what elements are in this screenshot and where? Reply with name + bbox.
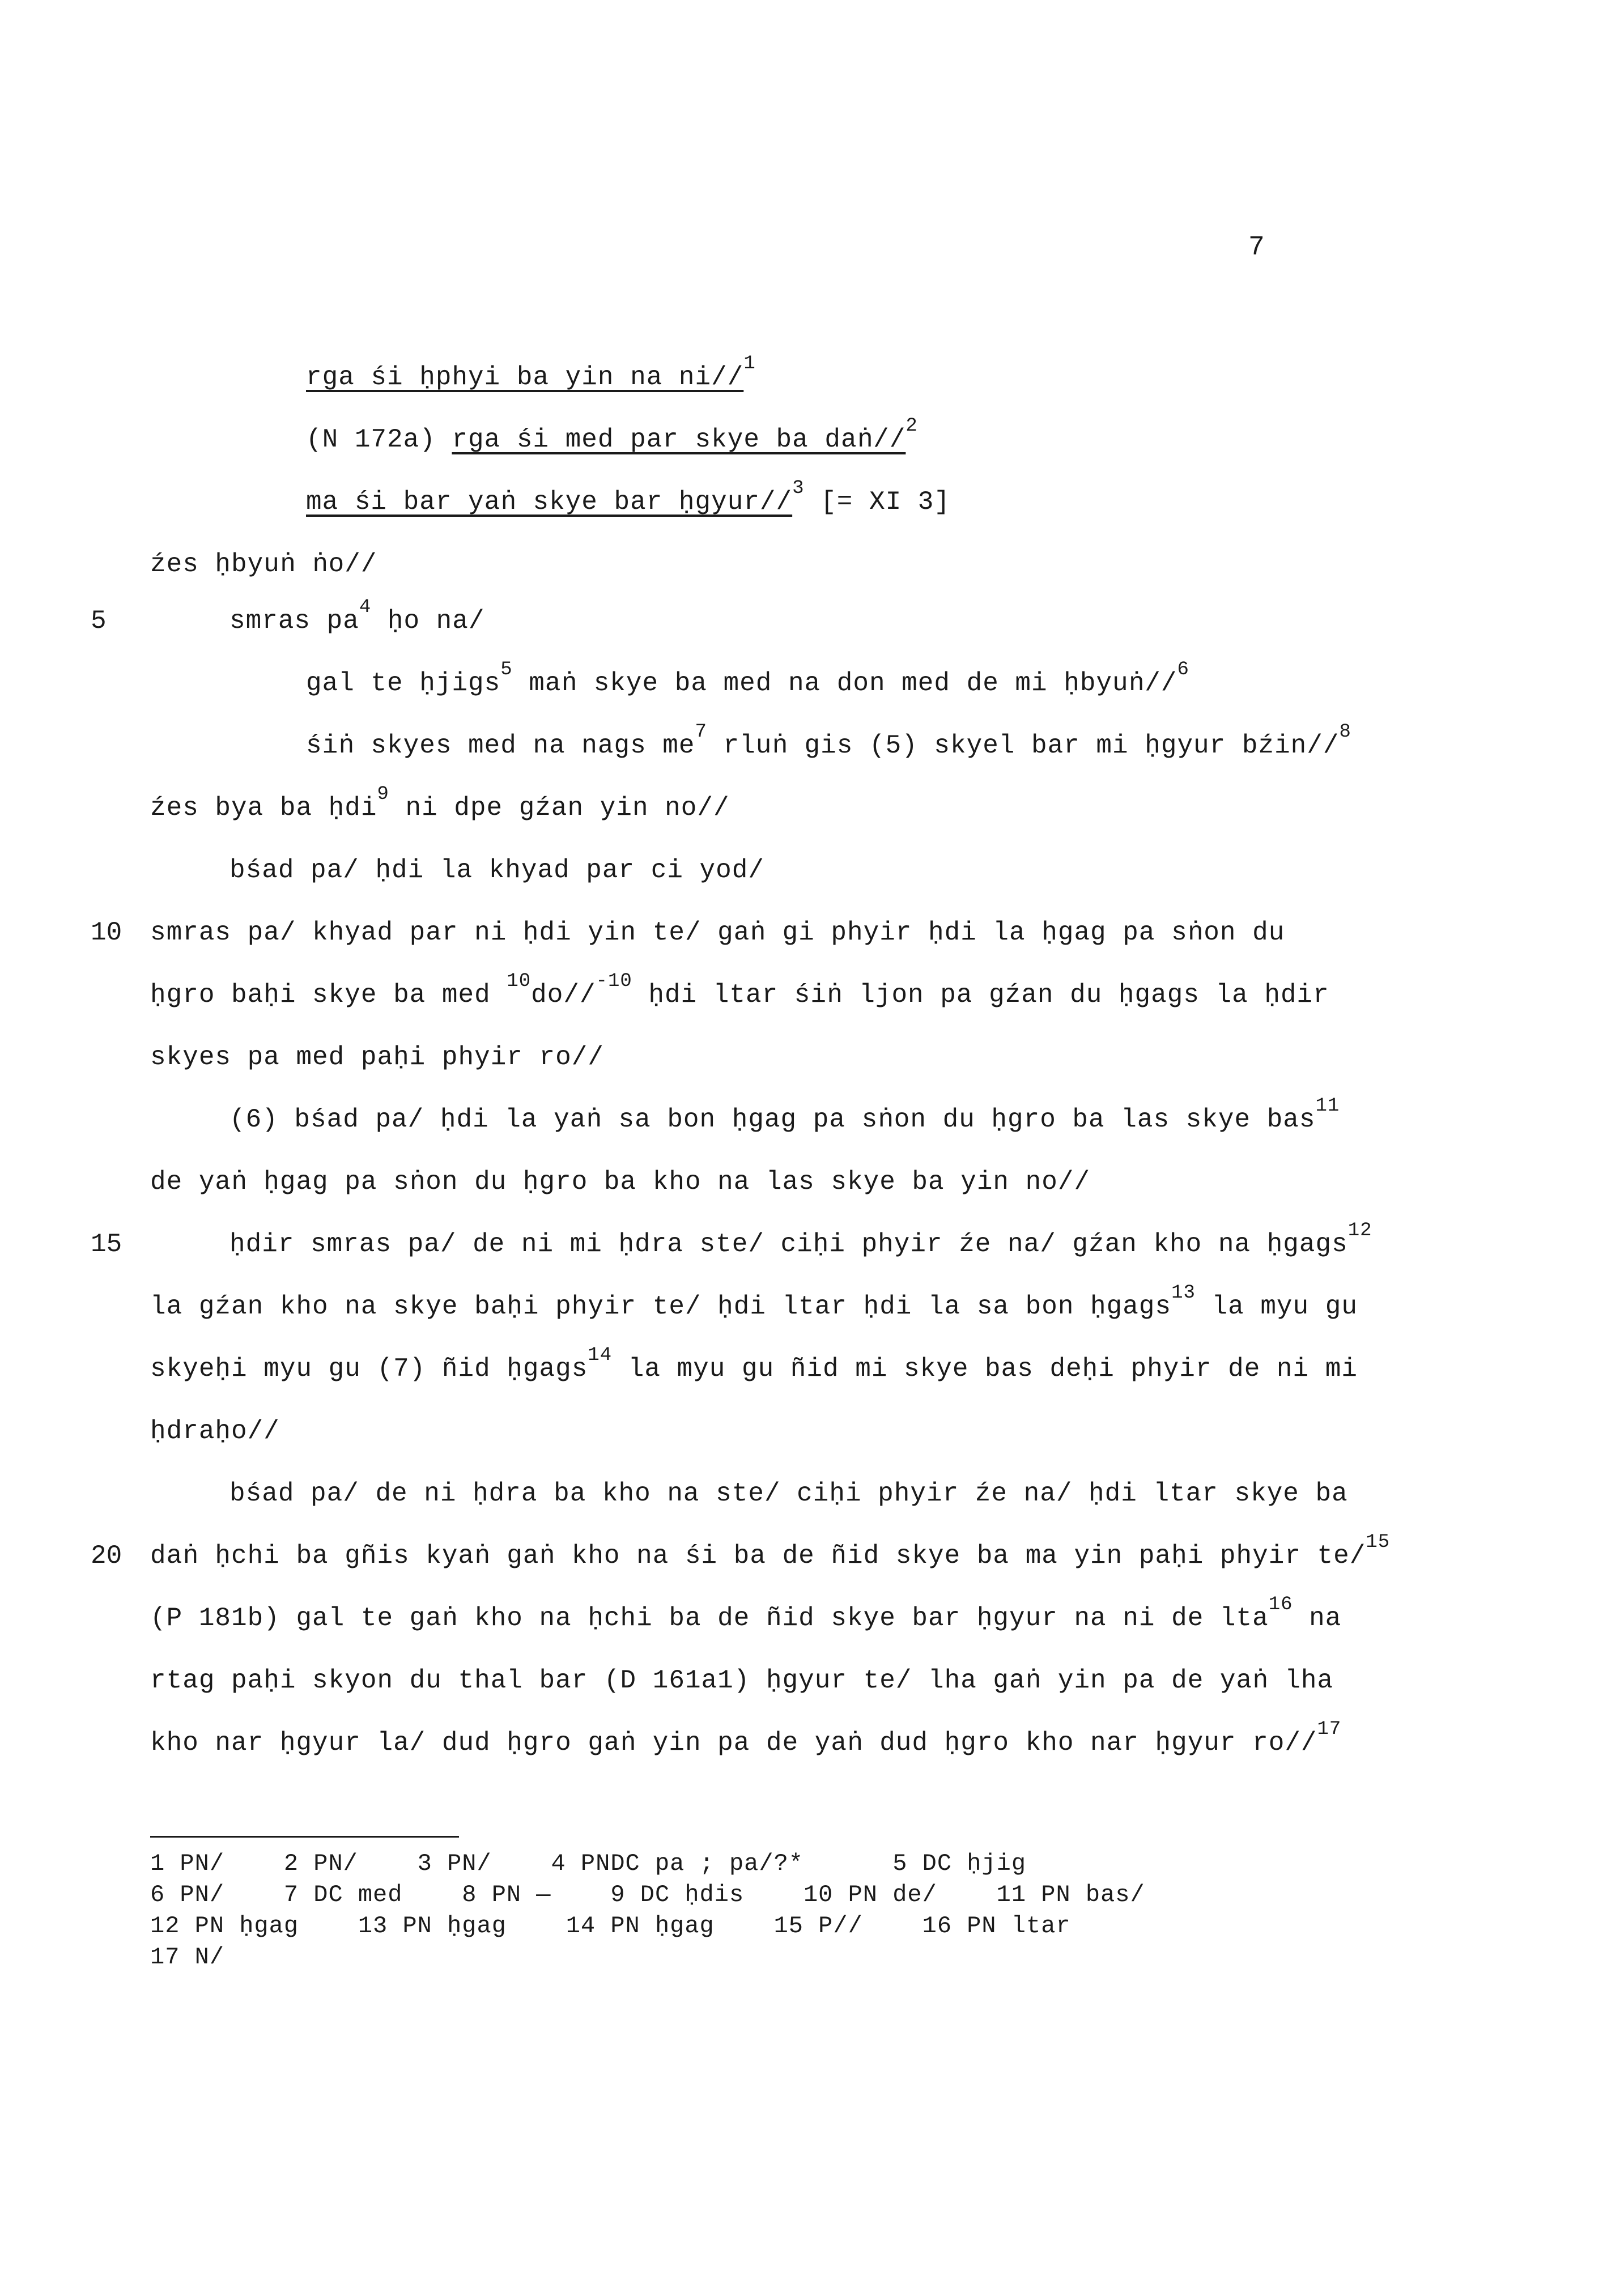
text-line <box>150 971 1329 1010</box>
text-line <box>150 784 730 823</box>
footnote-marker: 10 <box>507 971 532 992</box>
line-number-10: 10 <box>91 918 122 947</box>
text-line <box>150 1043 604 1072</box>
text-line <box>306 659 1189 698</box>
footnote-marker: 17 <box>1317 1719 1342 1740</box>
footnote-marker: 9 <box>377 784 389 805</box>
footnote-marker: 11 <box>1315 1095 1340 1117</box>
footnote-line: 1 PN/ 2 PN/ 3 PN/ 4 PNDC pa ; pa/?* 5 DC ḥjig <box>150 1850 1027 1877</box>
text-line <box>150 1282 1358 1321</box>
text-line <box>229 1220 1372 1259</box>
text-line <box>150 1417 280 1446</box>
text-run: la myu gu <box>1195 1292 1358 1321</box>
text-line <box>229 856 764 885</box>
text-run: bśad pa/ de ni ḥdra ba kho na ste/ ciḥi phyir źe na/ ḥdi ltar skye ba <box>229 1479 1348 1508</box>
footnote-line: 17 N/ <box>150 1944 225 1971</box>
text-run: (6) bśad pa/ ḥdi la yaṅ sa bon ḥgag pa sṅon du ḥgro ba las skye bas <box>229 1105 1316 1134</box>
line-number-15: 15 <box>91 1230 122 1259</box>
text-run: la myu gu ñid mi skye bas deḥi phyir de ni mi <box>612 1354 1358 1384</box>
text-line <box>229 1095 1340 1134</box>
footnote-rule <box>150 1836 459 1838</box>
footnote-marker: 8 <box>1339 721 1351 743</box>
text-run: la gźan kho na skye baḥi phyir te/ ḥdi ltar ḥdi la sa bon ḥgags <box>150 1292 1172 1321</box>
text-run: ḥdraḥo// <box>150 1417 280 1446</box>
verse-text: rga śi ḥphyi ba yin na ni// <box>306 363 744 392</box>
text-line <box>150 1666 1333 1695</box>
text-line <box>150 1719 1342 1758</box>
text-run: na <box>1293 1604 1342 1633</box>
text-line <box>150 918 1285 947</box>
text-line <box>306 353 756 392</box>
text-run: rtag paḥi skyon du thal bar (D 161a1) ḥgyur te/ lha gaṅ yin pa de yaṅ lha <box>150 1666 1334 1695</box>
verse-text: rga śi med par skye ba daṅ// <box>452 425 906 454</box>
text-run: ni dpe gźan yin no// <box>389 793 730 823</box>
footnote-marker: 3 <box>792 478 805 499</box>
text-run: [= XI 3] <box>804 487 950 517</box>
text-line <box>306 415 918 454</box>
line-number-5: 5 <box>91 606 107 636</box>
text-run: kho nar ḥgyur la/ dud ḥgro gaṅ yin pa de yaṅ dud ḥgro kho nar ḥgyur ro// <box>150 1728 1317 1758</box>
footnote-marker: 2 <box>905 415 918 437</box>
text-run: gal te ḥjigs <box>306 669 501 698</box>
text-run: ḥgro baḥi skye ba med <box>150 980 507 1010</box>
footnote-line: 12 PN ḥgag 13 PN ḥgag 14 PN ḥgag 15 P// 16 PN ltar <box>150 1912 1071 1940</box>
text-run: (P 181b) gal te gaṅ kho na ḥchi ba de ñid skye bar ḥgyur na ni de lta <box>150 1604 1269 1633</box>
footnote-marker: 4 <box>359 597 372 618</box>
text-run: bśad pa/ ḥdi la khyad par ci yod/ <box>229 856 764 885</box>
text-run: smras pa/ khyad par ni ḥdi yin te/ gaṅ gi phyir ḥdi la ḥgag pa sṅon du <box>150 918 1285 947</box>
text-run: ḥdi ltar śiṅ ljon pa gźan du ḥgags la ḥdir <box>632 980 1329 1010</box>
text-run: skyes pa med paḥi phyir ro// <box>150 1043 604 1072</box>
text-line <box>229 597 485 636</box>
page-number: 7 <box>1248 232 1265 263</box>
text-run: źes ḥbyuṅ ṅo// <box>150 550 377 579</box>
footnote-marker: 7 <box>695 721 707 743</box>
text-run: (N 172a) <box>306 425 452 454</box>
verse-text: ma śi bar yaṅ skye bar ḥgyur// <box>306 487 793 517</box>
text-line <box>150 550 377 579</box>
footnote-marker: 6 <box>1177 659 1189 681</box>
footnote-marker: -10 <box>596 971 632 992</box>
text-run: de yaṅ ḥgag pa sṅon du ḥgro ba kho na las skye ba yin no// <box>150 1167 1091 1197</box>
text-line <box>306 478 950 517</box>
text-run: ḥo na/ <box>371 606 485 636</box>
footnote-marker: 16 <box>1268 1594 1293 1615</box>
footnote-marker: 1 <box>743 353 756 375</box>
text-line <box>306 721 1351 760</box>
footnote-marker: 15 <box>1366 1532 1391 1553</box>
text-line <box>150 1345 1358 1384</box>
footnote-marker: 12 <box>1347 1220 1372 1241</box>
footnote-marker: 13 <box>1171 1282 1196 1304</box>
text-line <box>150 1594 1342 1633</box>
text-run: smras pa <box>229 606 359 636</box>
text-run: daṅ ḥchi ba gñis kyaṅ gaṅ kho na śi ba de ñid skye ba ma yin paḥi phyir te/ <box>150 1541 1366 1571</box>
footnote-marker: 5 <box>500 659 513 681</box>
text-run: do// <box>531 980 596 1010</box>
text-run: źes bya ba ḥdi <box>150 793 377 823</box>
text-run: ḥdir smras pa/ de ni mi ḥdra ste/ ciḥi phyir źe na/ gźan kho na ḥgags <box>229 1230 1348 1259</box>
footnote-line: 6 PN/ 7 DC med 8 PN — 9 DC ḥdis 10 PN de/ 11 PN bas/ <box>150 1881 1145 1908</box>
line-number-20: 20 <box>91 1541 122 1571</box>
text-line <box>150 1532 1391 1571</box>
text-line <box>229 1479 1348 1508</box>
footnote-marker: 14 <box>588 1345 613 1366</box>
text-run: maṅ skye ba med na don med de mi ḥbyuṅ// <box>512 669 1177 698</box>
text-run: skyeḥi myu gu (7) ñid ḥgags <box>150 1354 588 1384</box>
text-run: rluṅ gis (5) skyel bar mi ḥgyur bźin// <box>707 731 1340 760</box>
text-run: śiṅ skyes med na nags me <box>306 731 695 760</box>
text-line <box>150 1167 1090 1197</box>
